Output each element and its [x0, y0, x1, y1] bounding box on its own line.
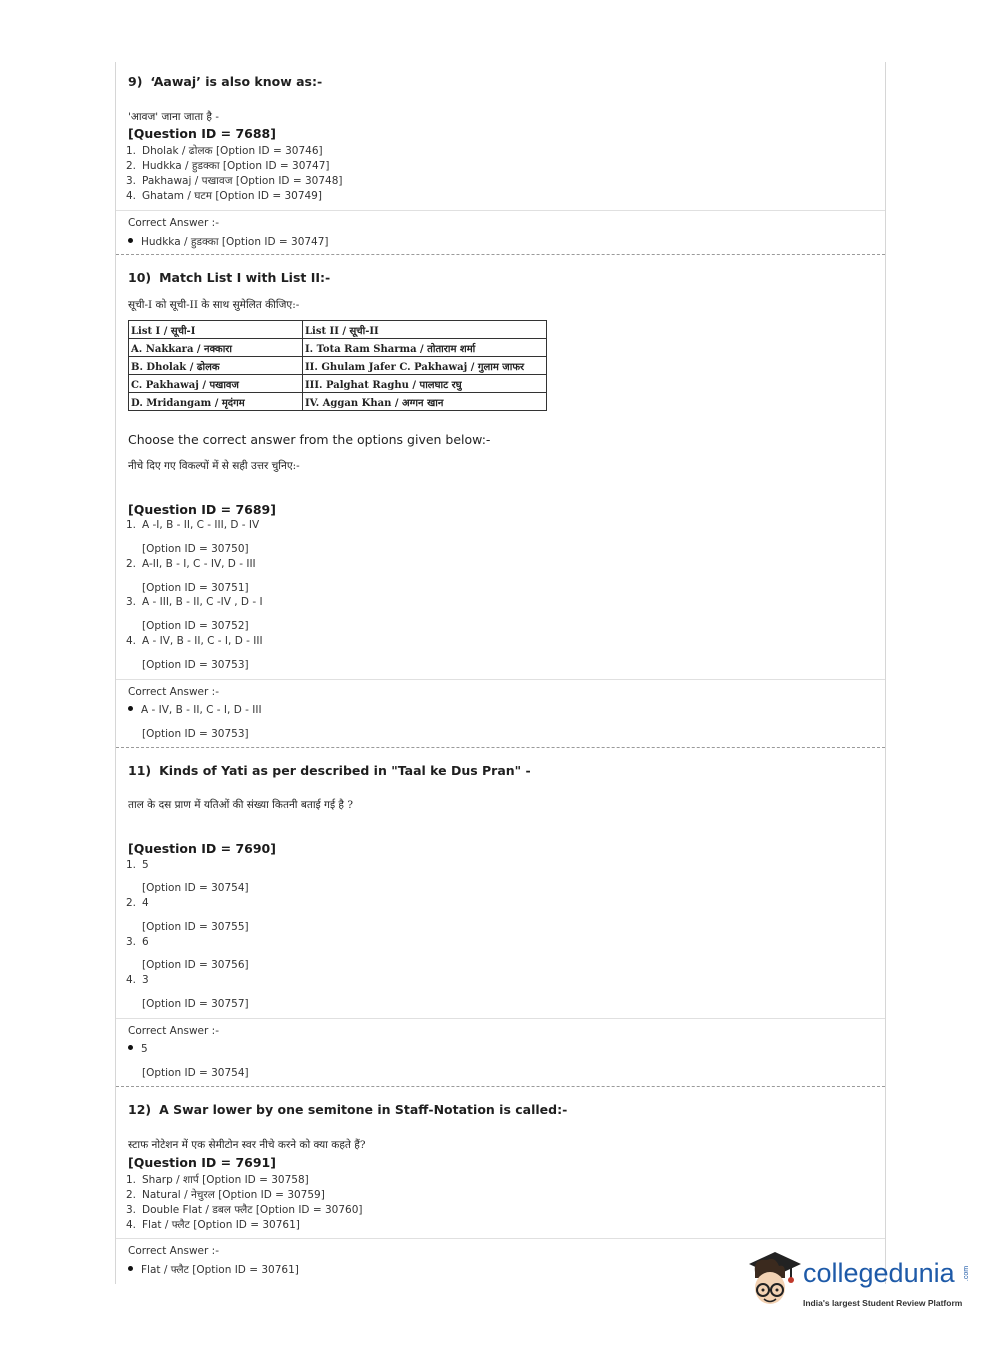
- q10-option-3: 3. A - III, B - II, C -IV , D - I: [126, 596, 263, 608]
- question-divider: [116, 254, 885, 255]
- q12-correct-answer: Flat / फ्लैट [Option ID = 30761]: [128, 1263, 299, 1277]
- q11-correct-label: Correct Answer :-: [128, 1025, 219, 1037]
- q11-option-4: 4. 3: [126, 974, 149, 986]
- brand-name: collegedunia: [803, 1258, 955, 1288]
- q10-option-2: 2. A-II, B - I, C - IV, D - III: [126, 558, 256, 570]
- q10-option-3-id: [Option ID = 30752]: [142, 620, 249, 632]
- divider: [116, 210, 885, 211]
- question-12-title: 12) A Swar lower by one semitone in Staff-Notation is called:-: [128, 1102, 568, 1117]
- collegedunia-logo: [745, 1250, 975, 1320]
- q12-option-1: 1. Sharp / शार्प [Option ID = 30758]: [126, 1174, 309, 1186]
- q11-option-1: 1. 5: [126, 859, 149, 871]
- bullet-icon: [128, 1045, 133, 1050]
- question-9-id: [Question ID = 7688]: [128, 126, 276, 141]
- table-cell: C. Pakhawaj / पखावज: [129, 375, 303, 393]
- q11-option-4-id: [Option ID = 30757]: [142, 998, 249, 1010]
- q10-correct-label: Correct Answer :-: [128, 686, 219, 698]
- q10-option-2-id: [Option ID = 30751]: [142, 582, 249, 594]
- q10-correct-option-id: [Option ID = 30753]: [142, 728, 249, 740]
- q11-option-2: 2. 4: [126, 897, 149, 909]
- question-divider: [116, 747, 885, 748]
- q11-correct-option-id: [Option ID = 30754]: [142, 1067, 249, 1079]
- q11-option-3: 3. 6: [126, 936, 149, 948]
- table-cell: B. Dholak / ढोलक: [129, 357, 303, 375]
- table-header-list2: List II / सूची-II: [303, 321, 547, 339]
- brand-domain: .com: [963, 1265, 971, 1282]
- q9-correct-answer: Hudkka / हुडक्का [Option ID = 30747]: [128, 235, 329, 249]
- q9-option-4: 4. Ghatam / घटम [Option ID = 30749]: [126, 190, 322, 202]
- q9-correct-label: Correct Answer :-: [128, 217, 219, 229]
- choose-instruction: Choose the correct answer from the options given below:-: [128, 432, 491, 447]
- question-11-hindi: ताल के दस प्राण में यतिओं की संख्या कितनी बताई गई है ?: [128, 799, 353, 811]
- choose-instruction-hindi: नीचे दिए गए विकल्पों में से सही उत्तर चुनिए:-: [128, 460, 300, 472]
- q11-option-1-id: [Option ID = 30754]: [142, 882, 249, 894]
- q10-correct-answer: A - IV, B - II, C - I, D - III: [128, 704, 262, 716]
- table-cell: A. Nakkara / नक्कारा: [129, 339, 303, 357]
- table-cell: D. Mridangam / मृदंगम: [129, 393, 303, 411]
- q11-option-2-id: [Option ID = 30755]: [142, 921, 249, 933]
- question-paper-page: [115, 62, 886, 1284]
- table-cell: II. Ghulam Jafer C. Pakhawaj / गुलाम जाफर: [303, 357, 547, 375]
- brand-tagline: India's largest Student Review Platform: [803, 1298, 963, 1308]
- bullet-icon: [128, 238, 133, 243]
- q9-option-2: 2. Hudkka / हुडक्का [Option ID = 30747]: [126, 160, 330, 172]
- table-cell: III. Palghat Raghu / पालघाट रघु: [303, 375, 547, 393]
- question-9-title: 9) ‘Aawaj’ is also know as:-: [128, 74, 323, 89]
- q12-option-3: 3. Double Flat / डबल फ्लैट [Option ID = 30760]: [126, 1204, 363, 1216]
- q12-correct-label: Correct Answer :-: [128, 1245, 219, 1257]
- question-10-title: 10) Match List I with List II:-: [128, 270, 331, 285]
- question-12-id: [Question ID = 7691]: [128, 1155, 276, 1170]
- match-table: [128, 320, 547, 411]
- divider: [116, 1018, 885, 1019]
- q10-option-1-id: [Option ID = 30750]: [142, 543, 249, 555]
- q12-option-4: 4. Flat / फ्लैट [Option ID = 30761]: [126, 1219, 300, 1231]
- question-9-hindi: 'आवज' जाना जाता है -: [128, 111, 219, 123]
- graduate-mascot-icon: [745, 1250, 803, 1312]
- q11-correct-answer: 5: [128, 1043, 148, 1055]
- question-11-id: [Question ID = 7690]: [128, 841, 276, 856]
- question-11-title: 11) Kinds of Yati as per described in "Taal ke Dus Pran" -: [128, 763, 531, 778]
- table-cell: I. Tota Ram Sharma / तोताराम शर्मा: [303, 339, 547, 357]
- table-header-list1: List I / सूची-I: [129, 321, 303, 339]
- q12-option-2: 2. Natural / नेचुरल [Option ID = 30759]: [126, 1189, 325, 1201]
- question-divider: [116, 1086, 885, 1087]
- q10-option-1: 1. A -I, B - II, C - III, D - IV: [126, 519, 260, 531]
- bullet-icon: [128, 706, 133, 711]
- q11-option-3-id: [Option ID = 30756]: [142, 959, 249, 971]
- q9-option-1: 1. Dholak / ढोलक [Option ID = 30746]: [126, 145, 323, 157]
- table-cell: IV. Aggan Khan / अग्गन खान: [303, 393, 547, 411]
- question-10-hindi: सूची-I को सूची-II के साथ सुमेलित कीजिए:-: [128, 299, 300, 311]
- question-12-hindi: स्टाफ नोटेशन में एक सेमीटोन स्वर नीचे करने को क्या कहते हैं?: [128, 1139, 366, 1151]
- divider: [116, 679, 885, 680]
- q9-option-3: 3. Pakhawaj / पखावज [Option ID = 30748]: [126, 175, 343, 187]
- question-10-id: [Question ID = 7689]: [128, 502, 276, 517]
- bullet-icon: [128, 1266, 133, 1271]
- q10-option-4-id: [Option ID = 30753]: [142, 659, 249, 671]
- divider: [116, 1238, 885, 1239]
- q10-option-4: 4. A - IV, B - II, C - I, D - III: [126, 635, 263, 647]
